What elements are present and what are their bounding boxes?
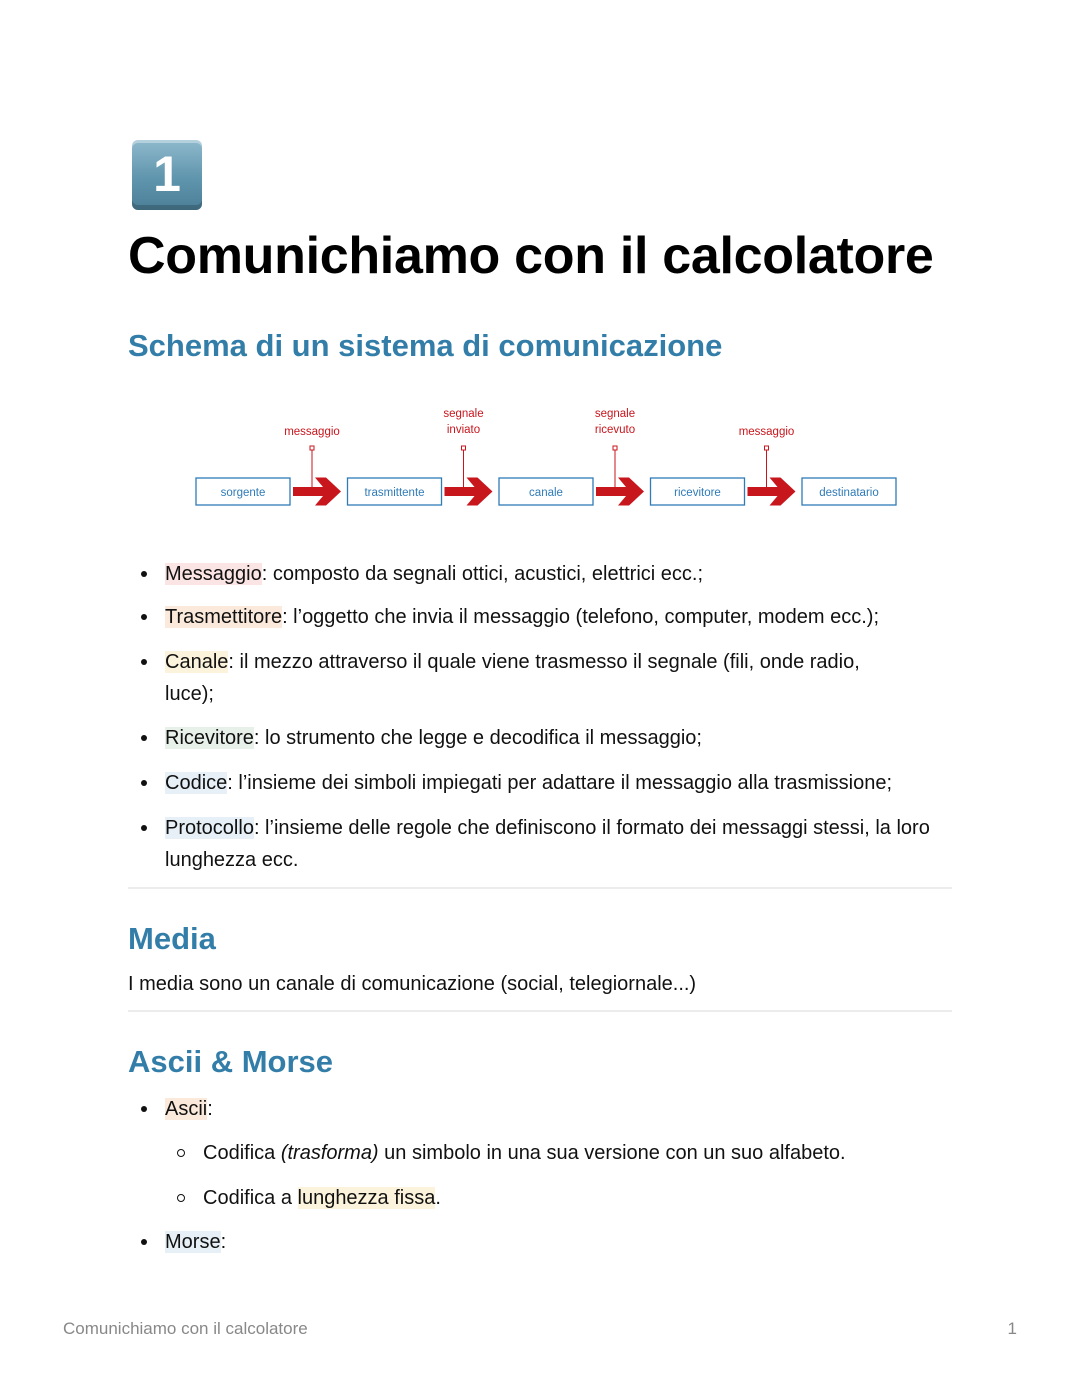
sub-list-item (165, 1137, 952, 1169)
colon: : (220, 1231, 227, 1253)
highlight-lunghezza-fissa: lunghezza fissa (297, 1187, 436, 1209)
list-item-ascii (128, 1093, 952, 1214)
sub-text: Codifica (203, 1142, 281, 1164)
diagram-box-label: canale (529, 487, 563, 499)
sub-text: un simbolo in una sua versione con un suo alfabeto. (378, 1142, 846, 1164)
diagram-box-canale (499, 478, 593, 505)
definition-text: : il mezzo attraverso il quale viene trasmesso il segnale (fili, onde radio, luce); (165, 651, 860, 705)
term-canale: Canale (165, 651, 229, 673)
term-codice: Codice (165, 772, 228, 794)
diagram-box-label: trasmittente (364, 487, 425, 499)
signal-text: messaggio (284, 426, 340, 438)
list-item (128, 558, 952, 590)
list-item (128, 601, 952, 633)
section-heading-schema: Schema di un sistema di comunicazione (128, 328, 723, 363)
divider (128, 887, 952, 889)
diagram-box-label: ricevitore (674, 487, 721, 499)
sub-list-item (165, 1182, 952, 1214)
signal-text: ricevuto (594, 424, 636, 436)
diagram-signal-label (595, 408, 635, 487)
ascii-morse-list (128, 1093, 952, 1258)
diagram-box-label: sorgente (220, 487, 266, 499)
list-item (128, 812, 952, 876)
divider (128, 1010, 952, 1012)
sub-italic: (trasforma) (280, 1142, 379, 1164)
definition-text: : l’insieme dei simboli impiegati per adattare il messaggio alla trasmissione; (227, 772, 893, 794)
definition-text: : composto da segnali ottici, acustici, elettrici ecc.; (261, 563, 704, 585)
sub-text: Codifica a (203, 1187, 298, 1209)
colon: : (207, 1098, 213, 1120)
term-protocollo: Protocollo (165, 817, 254, 839)
signal-text: messaggio (738, 426, 795, 438)
term-morse: Morse (165, 1231, 221, 1253)
term-ascii: Ascii (165, 1098, 208, 1120)
list-item-morse (128, 1226, 952, 1258)
ascii-sublist (165, 1137, 952, 1214)
diagram-arrow (748, 478, 796, 506)
section-heading-ascii-morse: Ascii & Morse (128, 1044, 334, 1079)
communication-diagram (190, 400, 910, 520)
diagram-signal-label (443, 408, 483, 487)
definition-text: : l’oggetto che invia il messaggio (telefono, computer, modem ecc.); (282, 606, 880, 628)
definition-text: : lo strumento che legge e decodifica il messaggio; (253, 727, 702, 749)
definition-text: : l’insieme delle regole che definiscono il formato dei messaggi stessi, la loro lunghezza ecc. (165, 817, 930, 871)
page-title: Comunichiamo con il calcolatore (128, 227, 934, 285)
term-messaggio: Messaggio (165, 563, 262, 585)
diagram-arrow (293, 478, 341, 506)
diagram-box-ricevitore (651, 478, 745, 505)
signal-text: segnale (443, 408, 484, 420)
diagram-box-sorgente (196, 478, 290, 505)
sub-text: . (435, 1187, 441, 1209)
list-item (128, 646, 952, 710)
list-item (128, 722, 952, 754)
footer-title: Comunichiamo con il calcolatore (63, 1319, 308, 1338)
term-trasmettitore: Trasmettitore (165, 606, 283, 628)
list-item (128, 767, 952, 799)
diagram-box-label: destinatario (819, 487, 879, 499)
signal-text: segnale (594, 408, 636, 420)
diagram-box-destinatario (802, 478, 896, 505)
badge-number: 1 (153, 146, 181, 202)
diagram-signal-label (739, 426, 795, 487)
term-ricevitore: Ricevitore (165, 727, 254, 749)
diagram-arrow (596, 478, 644, 506)
page-number: 1 (1007, 1319, 1017, 1338)
media-paragraph: I media sono un canale di comunicazione (social, telegiornale...) (128, 973, 697, 995)
keycap-one-icon (132, 140, 202, 210)
diagram-signal-label (284, 426, 340, 487)
definitions-list (128, 558, 952, 876)
diagram-box-trasmittente (348, 478, 442, 505)
diagram-arrow (445, 478, 493, 506)
section-heading-media: Media (128, 921, 216, 956)
signal-text: inviato (446, 424, 481, 436)
